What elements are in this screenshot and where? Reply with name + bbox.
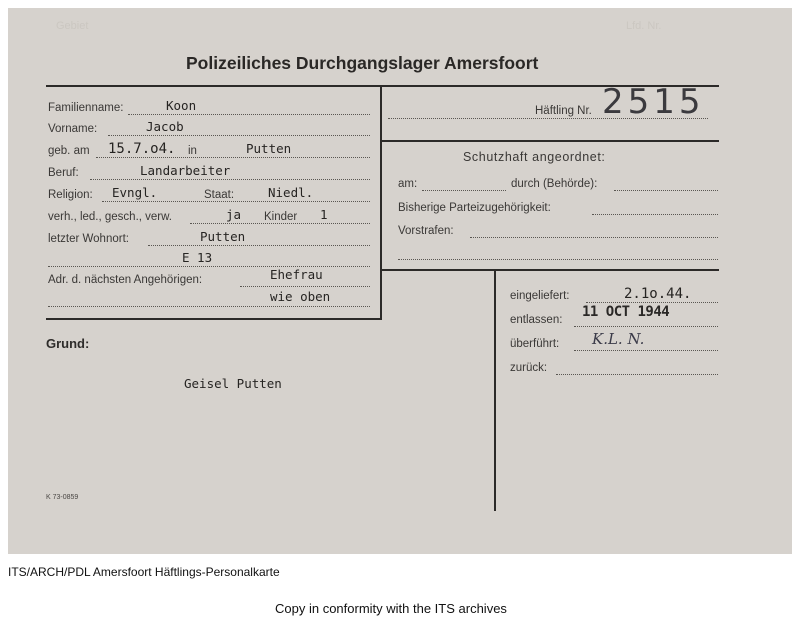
wohnort-value-2: E 13 xyxy=(182,250,213,265)
geb-label: geb. am xyxy=(48,145,90,157)
wohnort-label: letzter Wohnort: xyxy=(48,233,129,245)
ueberfuehrt-label: überführt: xyxy=(510,338,560,350)
entlassen-line xyxy=(574,326,718,327)
wohnort-line xyxy=(148,245,370,246)
geb-line xyxy=(96,157,370,158)
vorname-line xyxy=(108,135,370,136)
verh-value: ja xyxy=(226,207,242,222)
ghost-header-left: Gebiet xyxy=(56,20,89,32)
haeftling-number: 2515 xyxy=(602,82,705,122)
staat-label: Staat: xyxy=(204,189,235,201)
familienname-line xyxy=(128,114,370,115)
dates-vertical-rule xyxy=(494,271,496,511)
ueberfuehrt-line xyxy=(574,350,718,351)
familienname-label: Familienname: xyxy=(48,102,124,114)
religion-line xyxy=(102,201,370,202)
religion-label: Religion: xyxy=(48,189,93,201)
grund-value: Geisel Putten xyxy=(184,376,282,391)
wohnort-value: Putten xyxy=(200,229,246,244)
beruf-label: Beruf: xyxy=(48,167,79,179)
schutzhaft-title: Schutzhaft angeordnet: xyxy=(463,150,606,164)
partei-label: Bisherige Parteizugehörigkeit: xyxy=(398,202,551,214)
geb-value: 15.7.o4. xyxy=(108,141,176,157)
am-line xyxy=(422,190,506,191)
haeftling-bottom-rule xyxy=(380,140,719,142)
kinder-value: 1 xyxy=(320,207,328,222)
staat-value: Niedl. xyxy=(268,185,314,200)
schutzhaft-bottom-rule xyxy=(380,269,719,271)
vorstrafen-line xyxy=(470,237,718,238)
entlassen-stamp: 11 OCT 1944 xyxy=(582,304,670,320)
vorstrafen-line-2 xyxy=(398,259,718,260)
vorname-label: Vorname: xyxy=(48,123,98,135)
durch-line xyxy=(614,190,718,191)
am-label: am: xyxy=(398,178,418,190)
verh-line xyxy=(190,223,370,224)
in-label: in xyxy=(188,145,197,157)
ghost-header-right: Lfd. Nr. xyxy=(626,20,662,32)
eingeliefert-value: 2.1o.44. xyxy=(624,286,692,302)
adr-value-1: Ehefrau xyxy=(270,267,323,282)
durch-label: durch (Behörde): xyxy=(511,178,598,190)
beruf-line xyxy=(90,179,370,180)
form-code: K 73-0859 xyxy=(46,494,79,501)
kinder-label: Kinder xyxy=(264,211,298,223)
zurueck-line xyxy=(556,374,718,375)
adr-value-2: wie oben xyxy=(270,289,331,304)
eingeliefert-label: eingeliefert: xyxy=(510,290,570,302)
adr-label: Adr. d. nächsten Angehörigen: xyxy=(48,274,203,286)
archive-source-caption: ITS/ARCH/PDL Amersfoort Häftlings-Personalkarte xyxy=(8,565,280,579)
grund-label: Grund: xyxy=(46,336,90,351)
registration-card xyxy=(8,8,792,554)
partei-line xyxy=(592,214,718,215)
left-box-bottom-rule xyxy=(46,318,382,320)
conformity-caption: Copy in conformity with the ITS archives xyxy=(275,601,507,616)
vorname-value: Jacob xyxy=(146,119,184,134)
geb-in-value: Putten xyxy=(246,141,292,156)
haeftling-label: Häftling Nr. xyxy=(535,105,592,117)
adr-line xyxy=(240,286,370,287)
beruf-value: Landarbeiter xyxy=(140,163,231,178)
familienname-value: Koon xyxy=(166,98,197,113)
zurueck-label: zurück: xyxy=(510,362,548,374)
vorstrafen-label: Vorstrafen: xyxy=(398,225,454,237)
card-title: Polizeiliches Durchgangslager Amersfoort xyxy=(186,53,539,73)
left-box-vertical-rule xyxy=(380,85,382,320)
adr-line-2 xyxy=(48,306,370,307)
ueberfuehrt-value: K.L. N. xyxy=(592,330,645,348)
eingeliefert-line xyxy=(586,302,718,303)
entlassen-label: entlassen: xyxy=(510,314,563,326)
religion-value: Evngl. xyxy=(112,185,158,200)
verh-label: verh., led., gesch., verw. xyxy=(48,211,173,223)
